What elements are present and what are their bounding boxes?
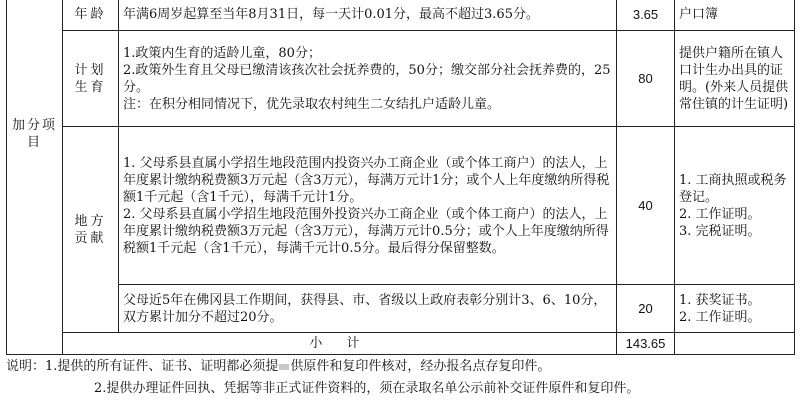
note-line-1 <box>6 356 794 378</box>
item-cell: 年龄 <box>63 0 119 31</box>
materials-line: 1. 工商执照或税务登记。 <box>679 172 787 205</box>
standard-cell <box>119 0 617 31</box>
note-line-2: 2.提供办理证件回执、凭据等非正式证件资料的，须在录取名单公示前补交证件原件和复印件。 <box>94 381 640 396</box>
score-cell: 40 <box>617 127 675 285</box>
table-row-commendation <box>7 285 795 333</box>
note-text: 供原件和复印件核对，经办报名点存复印件。 <box>290 359 551 374</box>
note-text: 1.提供的所有证件、证书、证明都必须提 <box>45 359 279 374</box>
bonus-points-table <box>6 0 795 355</box>
standard-cell <box>119 285 617 333</box>
score-cell: 3.65 <box>617 0 675 31</box>
table-row-age <box>7 0 795 31</box>
score-cell: 80 <box>617 31 675 127</box>
standard-line: 1. 父母系县直属小学招生地段范围内投资兴办工商企业（或个体工商户）的法人，上年度累计缴纳税费额3万元起（含3万元），每满万元计1分；或个人上年度缴纳所得税额1千元起（含1千元），每满千元计1分。 <box>123 155 610 205</box>
table-row-local-contribution <box>7 127 795 285</box>
materials-line: 3. 完税证明。 <box>679 223 761 239</box>
item-cell: 地方贡献 <box>63 127 119 333</box>
materials-line: 户口簿 <box>679 7 719 22</box>
standard-line: 2.政策外生育且父母已缴清该孩次社会抚养费的，50分；缴交部分社会抚养费的，25分。 <box>123 62 611 95</box>
category-cell: 加分项目 <box>7 0 63 355</box>
scan-mark-icon <box>279 364 289 370</box>
subtotal-value: 143.65 <box>617 333 675 355</box>
standard-cell <box>119 127 617 285</box>
materials-line: 2. 工作证明。 <box>679 309 761 325</box>
score-cell: 20 <box>617 285 675 333</box>
standard-line: 注：在积分相同情况下，优先录取农村纯生二女结扎户适龄儿童。 <box>123 96 501 112</box>
notes-section <box>6 356 794 400</box>
standard-line: 1.政策内生育的适龄儿童，80分； <box>123 45 321 61</box>
materials-cell <box>675 0 795 31</box>
materials-cell <box>675 127 795 285</box>
materials-cell <box>675 31 795 127</box>
item-cell: 计划生育 <box>63 31 119 127</box>
standard-line: 2. 父母系县直属小学招生地段范围外投资兴办工商企业（或个体工商户）的法人，上年度累计缴纳税费额3万元起（含3万元），每满万元计0.5分；或个人上年度缴纳所得税额1千元起（含1千元），每满千元计0.5分。最后得分保留整数。 <box>123 206 609 256</box>
notes-label: 说明： <box>6 359 46 374</box>
materials-line: 提供户籍所在镇人口计生办出具的证明。(外来人员提供常住镇的计生证明) <box>679 45 789 112</box>
materials-line: 2. 工作证明。 <box>679 206 761 222</box>
materials-line: 1. 获奖证书。 <box>679 292 761 308</box>
empty-cell <box>675 333 795 355</box>
materials-cell <box>675 285 795 333</box>
standard-line: 年满6周岁起算至当年8月31日，每一天计0.01分，最高不超过3.65分。 <box>123 7 539 22</box>
table-row-subtotal <box>7 333 795 355</box>
table-row-family-planning <box>7 31 795 127</box>
standard-cell <box>119 31 617 127</box>
subtotal-label: 小 计 <box>63 333 617 355</box>
standard-line: 父母近5年在佛冈县工作期间，获得县、市、省级以上政府表彰分别计3、6、10分，双方累计加分不超过20分。 <box>123 292 607 325</box>
